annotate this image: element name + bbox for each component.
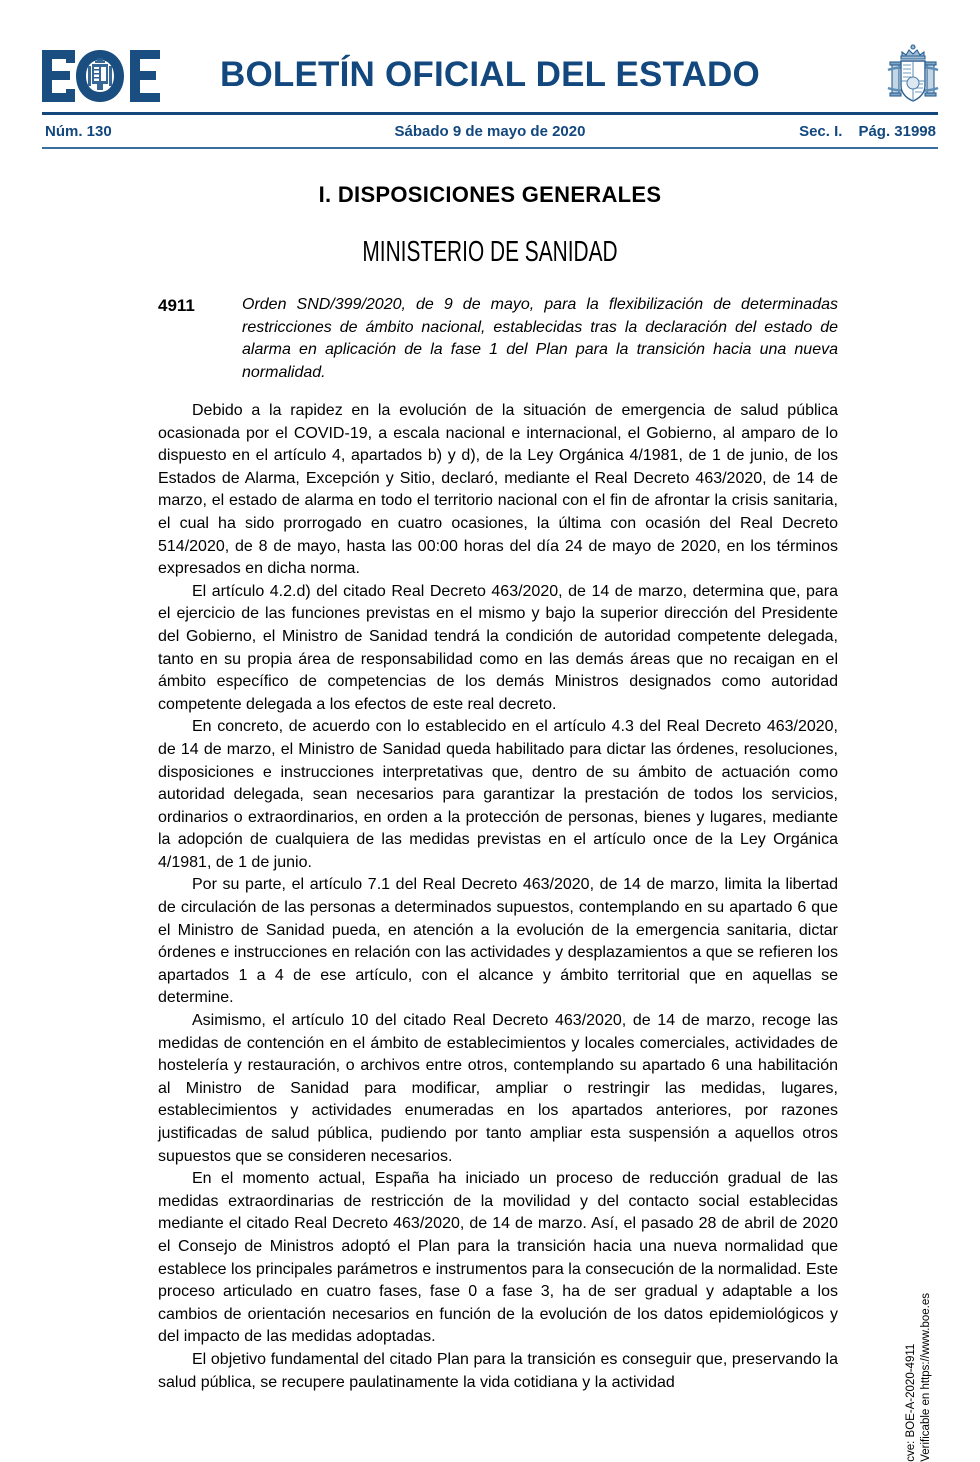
page-label: Pág. 31998 — [858, 122, 936, 140]
page-title: BOLETÍN OFICIAL DEL ESTADO — [220, 55, 760, 94]
paragraph: En el momento actual, España ha iniciado un proceso de reducción gradual de las medidas extraordinarias de restricción de la movilidad y del contacto social establecidas mediante el citado Real Decreto 463/2020, de 14 de marzo. Así, el pasado 28 de abril de 2020 el Consejo de Ministros adoptó el Plan para la transición hacia una nueva normalidad que establece los principales parámetros e instrumentos para la consecución de la normalidad. Este proceso articulado en cuatro fases, fase 0 a fase 3, ha de ser gradual y adaptable a los cambios de orientación necesarios en función de la evolución de los datos epidemiológicos y del impacto de las medidas adoptadas. — [158, 1170, 838, 1346]
verification-sidenote — [904, 1293, 934, 1462]
paragraph: El objetivo fundamental del citado Plan para la transición es conseguir que, preservando la salud pública, se recupere paulatinamente la vida cotidiana y la actividad — [158, 1350, 838, 1391]
body-text — [158, 400, 838, 1394]
paragraph: Asimismo, el artículo 10 del citado Real Decreto 463/2020, de 14 de marzo, recoge las medidas de contención en el ámbito de establecimientos y locales comerciales, actividades de hostelería y restauración, o archivos entre otros, contemplando su apartado 6 una habilitación al Ministro de Sanidad para modificar, ampliar o restringir las medidas, lugares, establecimientos y actividades enumeradas en los apartados anteriores, por razones justificadas de salud pública, pudiendo por tanto ampliar esta suspensión a aquellos otros supuestos que se consideren necesarios. — [158, 1012, 838, 1165]
paragraph: Debido a la rapidez en la evolución de la situación de emergencia de salud pública ocasionada por el COVID-19, a escala nacional e internacional, el Gobierno, al amparo de lo dispuesto en el artículo 4, apartados b) y d), de la Ley Orgánica 4/1981, de 1 de junio, de los Estados de Alarma, Excepción y Sitio, declaró, mediante el Real Decreto 463/2020, de 14 de marzo, el estado de alarma en todo el territorio nacional con el fin de afrontar la crisis sanitaria, el cual ha sido prorrogado en cuatro ocasiones, la última con ocasión del Real Decreto 514/2020, de 8 de mayo, hasta las 00:00 horas del día 24 de mayo de 2020, en los términos expresados en dicha norma. — [158, 402, 838, 578]
masthead — [0, 0, 980, 108]
section-heading: I. DISPOSICIONES GENERALES — [318, 182, 662, 207]
paragraph: El artículo 4.2.d) del citado Real Decreto 463/2020, de 14 de marzo, determina que, para el ejercicio de las funciones previstas en el mismo y bajo la superior dirección del Presidente del Gobierno, el Ministro de Sanidad tendrá la condición de autoridad competente delegada, tanto en su propia área de responsabilidad como en las demás áreas que no recaigan en el ámbito específico de competencias de los demás Ministros designados como autoridad competente delegada a los efectos de este real decreto. — [158, 582, 838, 713]
disposition-header — [158, 294, 838, 384]
issue-date: Sábado 9 de mayo de 2020 — [394, 122, 586, 140]
disposition-title: Orden SND/399/2020, de 9 de mayo, para la flexibilización de determinadas restricciones de ámbito nacional, establecidas tras la declaración del estado de alarma en aplicación de la fase 1 del Plan para la transición hacia una nueva normalidad. — [242, 296, 838, 381]
paragraph: En concreto, de acuerdo con lo establecido en el artículo 4.3 del Real Decreto 463/2020, de 14 de marzo, el Ministro de Sanidad queda habilitado para dictar las órdenes, resoluciones, disposiciones e instrucciones interpretativas que, dentro de su ámbito de actuación como autoridad delegada, sean necesarios para garantizar la prestación de todos los servicios, ordinarios o extraordinarios, en orden a la protección de personas, bienes y lugares, mediante la adopción de cualquiera de las medidas previstas en el artículo once de la Ley Orgánica 4/1981, de 1 de junio. — [158, 718, 838, 871]
boe-logo — [42, 48, 160, 104]
document-content — [158, 294, 838, 1394]
issue-number: Núm. 130 — [45, 122, 112, 140]
section-label: Sec. I. — [799, 122, 843, 140]
ministry-heading: MINISTERIO DE SANIDAD — [362, 236, 618, 268]
header-band — [42, 112, 938, 149]
disposition-number: 4911 — [158, 296, 195, 315]
spain-coat-of-arms-icon — [882, 42, 944, 108]
header-band-row — [42, 115, 938, 147]
cve-code: cve: BOE-A-2020-4911 — [905, 1343, 917, 1462]
section-page-group — [799, 123, 936, 140]
verification-url: Verificable en https://www.boe.es — [920, 1293, 932, 1462]
rule-bottom — [42, 147, 938, 149]
paragraph: Por su parte, el artículo 7.1 del Real Decreto 463/2020, de 14 de marzo, limita la libertad de circulación de las personas a determinados supuestos, contemplando en su apartado 6 que el Ministro de Sanidad pueda, en atención a la evolución de la emergencia sanitaria, dictar órdenes e instrucciones en relación con las actividades y desplazamientos a que se refieren los apartados 1 a 4 de ese artículo, con el alcance y ámbito territorial que en aquellas se determine. — [158, 876, 838, 1007]
